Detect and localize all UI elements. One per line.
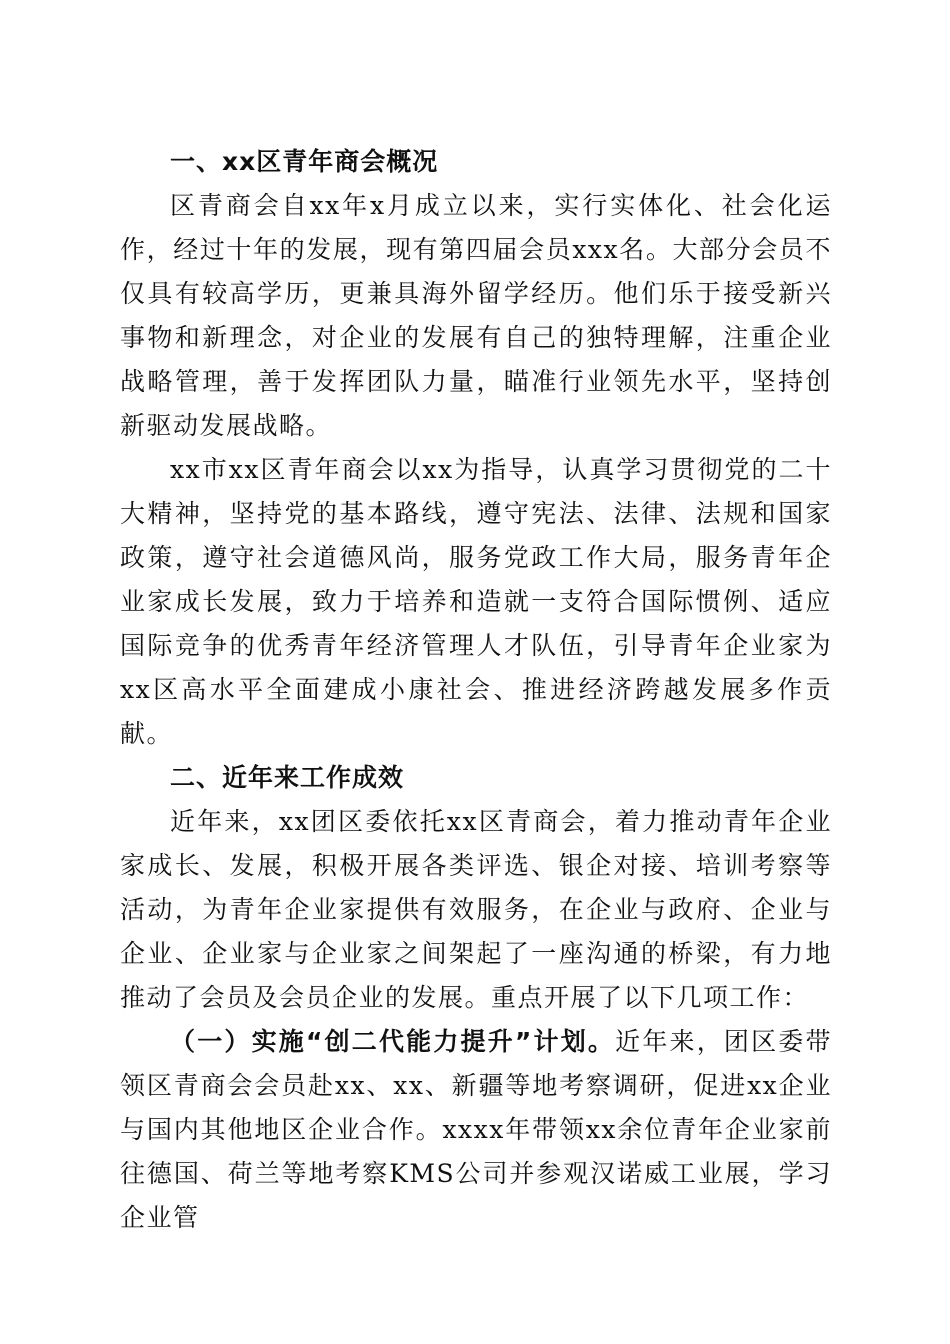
paragraph-overview-guidance: xx市xx区青年商会以xx为指导，认真学习贯彻党的二十大精神，坚持党的基本路线，遵守宪法、法律、法规和国家政策，遵守社会道德风尚，服务党政工作大局，服务青年企业家成长发展，致力于培养和造就一支符合国际惯例、适应国际竞争的优秀青年经济管理人才队伍，引导青年企业家为xx区高水平全面建成小康社会、推进经济跨越发展多作贡献。 xyxy=(120,455,832,748)
subsection-text-plan: 近年来，团区委带领区青商会会员赴xx、xx、新疆等地考察调研，促进xx企业与国内其他地区企业合作。xxxx年带领xx余位青年企业家前往德国、荷兰等地考察KMS公司并参观汉诺威工业展，学习企业管 xyxy=(120,1027,832,1232)
subsection-title-plan: （一）实施“创二代能力提升”计划。 xyxy=(170,1027,616,1056)
section-heading-achievements: 二、近年来工作成效 xyxy=(170,763,405,792)
paragraph-achievements-intro: 近年来，xx团区委依托xx区青商会，着力推动青年企业家成长、发展，积极开展各类评选、银企对接、培训考察等活动，为青年企业家提供有效服务，在企业与政府、企业与企业、企业家与企业家之间架起了一座沟通的桥梁，有力地推动了会员及会员企业的发展。重点开展了以下几项工作： xyxy=(120,807,832,1012)
subsection-paragraph-plan xyxy=(120,1020,832,1240)
document-body xyxy=(120,140,832,1240)
section-heading-overview: 一、xx区青年商会概况 xyxy=(170,147,439,176)
paragraph-overview-intro: 区青商会自xx年x月成立以来，实行实体化、社会化运作，经过十年的发展，现有第四届会员xxx名。大部分会员不仅具有较高学历，更兼具海外留学经历。他们乐于接受新兴事物和新理念，对企业的发展有自己的独特理解，注重企业战略管理，善于发挥团队力量，瞄准行业领先水平，坚持创新驱动发展战略。 xyxy=(120,191,832,440)
